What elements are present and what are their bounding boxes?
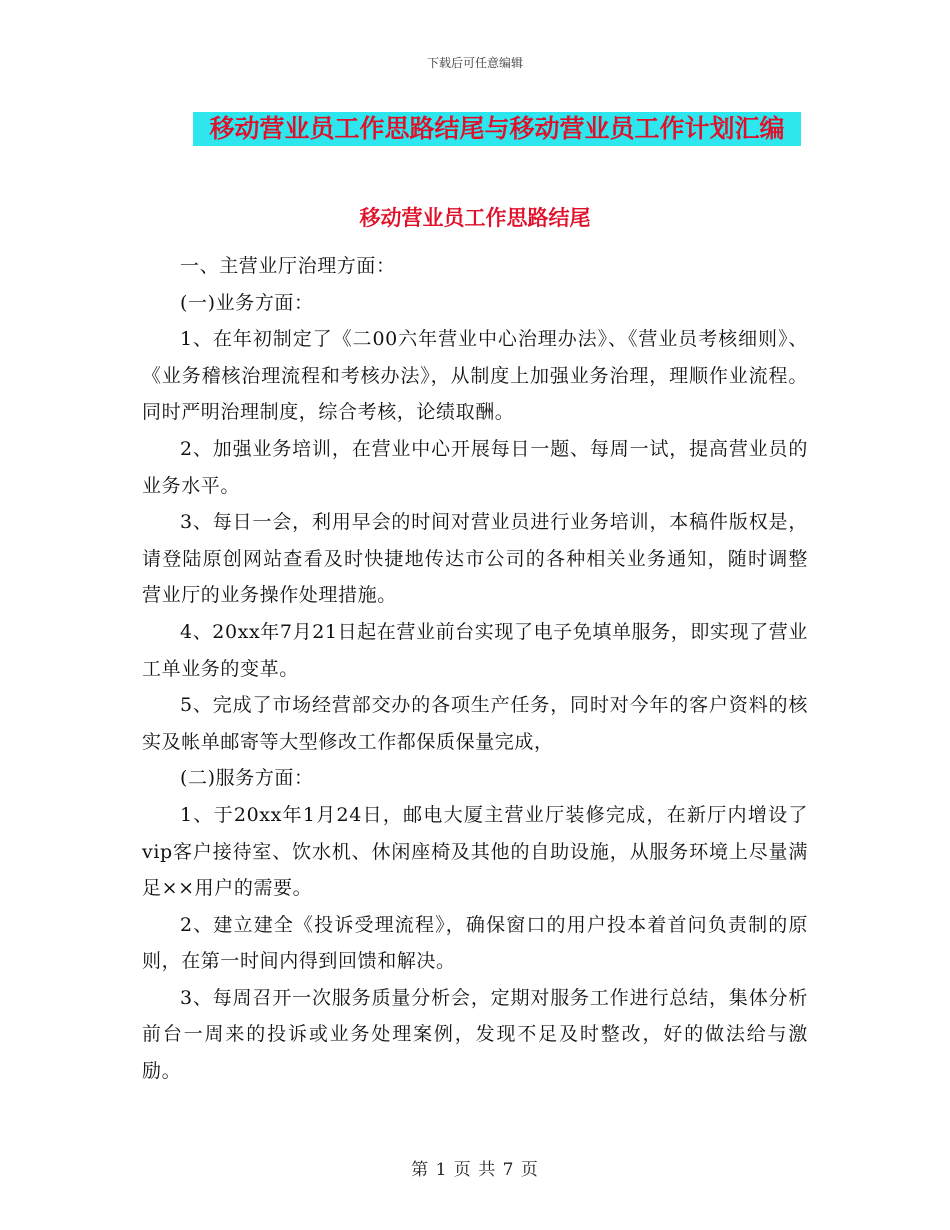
- paragraph: (一)业务方面：: [180, 291, 314, 314]
- header-note: 下载后可任意编辑: [426, 56, 523, 70]
- paragraph: 一、主营业厅治理方面：: [180, 255, 396, 277]
- paragraph: 1、于20xx年1月24日，邮电大厦主营业厅装修完成，在新厅内增设了vip客户接待室、饮水机、休闲座椅及其他的自助设施，从服务环境上尽量满足××用户的需要。: [142, 803, 808, 900]
- paragraph: 3、每周召开一次服务质量分析会，定期对服务工作进行总结，集体分析前台一周来的投诉或业务处理案例，发现不足及时整改，好的做法给与激励。: [142, 986, 808, 1083]
- paragraph: 5、完成了市场经营部交办的各项生产任务，同时对今年的客户资料的核实及帐单邮寄等大型修改工作都保质保量完成，: [142, 694, 808, 753]
- paragraph: 3、每日一会，利用早会的时间对营业员进行业务培训，本稿件版权是，请登陆原创网站查看及时快捷地传达市公司的各种相关业务通知，随时调整营业厅的业务操作处理措施。: [142, 511, 808, 607]
- paragraph: 4、20xx年7月21日起在营业前台实现了电子免填单服务，即实现了营业工单业务的变革。: [142, 620, 808, 680]
- main-title: 移动营业员工作思路结尾与移动营业员工作计划汇编: [209, 114, 785, 143]
- paragraph: (二)服务方面：: [180, 767, 314, 790]
- paragraph: 2、加强业务培训，在营业中心开展每日一题、每周一试，提高营业员的业务水平。: [142, 437, 808, 497]
- paragraph: 2、建立建全《投诉受理流程》，确保窗口的用户投本着首问负责制的原则，在第一时间内得到回馈和解决。: [142, 913, 808, 973]
- paragraph: 1、在年初制定了《二00六年营业中心治理办法》、《营业员考核细则》、《业务稽核治理流程和考核办法》，从制度上加强业务治理，理顺作业流程。同时严明治理制度，综合考核，论绩取酬。: [142, 328, 808, 424]
- section-title: 移动营业员工作思路结尾: [359, 206, 591, 230]
- document-body: [142, 248, 808, 1090]
- page-indicator: 第 1 页 共 7 页: [411, 1160, 539, 1180]
